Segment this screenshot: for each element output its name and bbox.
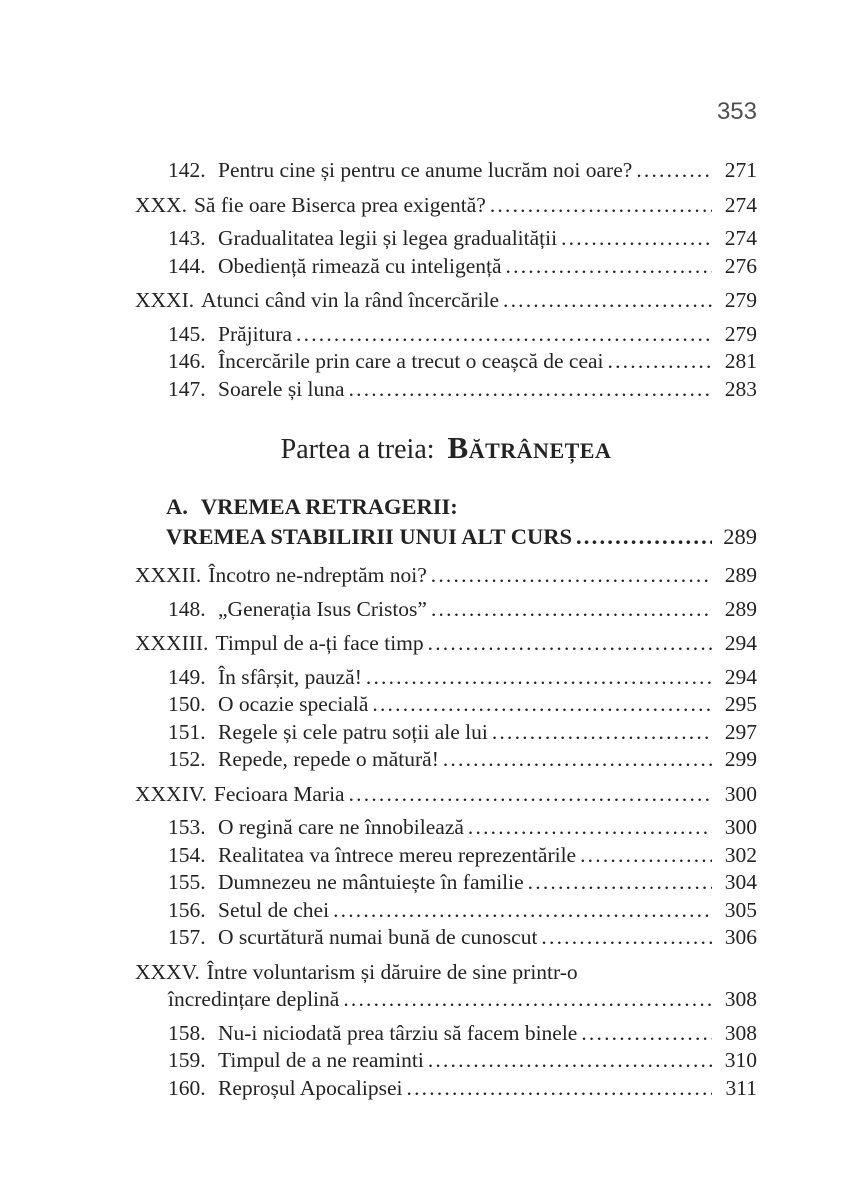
entry-number: 150. (168, 692, 206, 716)
dot-leader (431, 562, 712, 590)
entry-number: 155. (168, 870, 206, 894)
entry-title: Setul de chei (218, 897, 330, 922)
entry-page: 294 (724, 664, 757, 689)
toc-entry (135, 924, 757, 952)
toc-entry (135, 596, 757, 624)
entry-page: 299 (724, 747, 757, 771)
dot-leader (428, 630, 712, 658)
dot-leader (366, 664, 712, 692)
entry-page: 304 (724, 870, 757, 894)
dot-leader (296, 321, 712, 349)
entry-page: 297 (724, 719, 757, 744)
entry-title: Prăjitura (218, 321, 293, 346)
toc-entry (135, 287, 757, 315)
entry-title: Să fie oare Biserca prea exigentă? (193, 192, 486, 217)
entry-number: 146. (168, 349, 206, 373)
entry-page: 279 (724, 321, 757, 346)
entry-title: Fecioara Maria (213, 781, 345, 806)
entry-title: Dumnezeu ne mântuiește în familie (218, 870, 524, 894)
entry-number: 160. (168, 1075, 206, 1100)
entry-title: Regele și cele patru soții ale lui (218, 719, 488, 744)
toc-entry (135, 321, 757, 349)
entry-number: 151. (168, 719, 206, 744)
entry-page: 283 (724, 376, 757, 401)
entry-title: Soarele și luna (218, 376, 345, 401)
part-heading (135, 430, 757, 468)
entry-number: 148. (168, 596, 206, 621)
dot-leader (506, 253, 712, 281)
dot-leader (503, 287, 712, 315)
entry-number: 156. (168, 897, 206, 922)
entry-page: 308 (724, 1020, 757, 1045)
section-heading-line1 (135, 492, 757, 522)
dot-leader (528, 869, 712, 897)
entry-page: 311 (725, 1075, 757, 1100)
toc-entry (135, 225, 757, 253)
toc-entry (135, 781, 757, 809)
dot-leader (343, 986, 712, 1014)
entry-title: O regină care ne înnobilează (218, 815, 464, 839)
entry-page: 300 (724, 815, 757, 839)
dot-leader (349, 781, 712, 809)
entry-page: 294 (724, 631, 757, 655)
entry-title: Gradualitatea legii și legea gradualității (218, 226, 558, 250)
dot-leader (608, 348, 712, 376)
entry-title: Reproșul Apocalipsei (218, 1075, 403, 1100)
dot-leader (541, 924, 712, 952)
dot-leader (349, 376, 712, 404)
entry-title: O ocazie specială (218, 692, 369, 716)
dot-leader (580, 842, 712, 870)
entry-number: XXXIII. (135, 631, 209, 655)
entry-page: 310 (724, 1048, 757, 1072)
entry-number: XXXI. (135, 288, 195, 312)
dot-leader (431, 596, 712, 624)
entry-title: Timpul de a ne reaminti (218, 1048, 424, 1072)
toc-entry (135, 746, 757, 774)
dot-leader (636, 157, 712, 185)
dot-leader (576, 522, 712, 552)
entry-title: O scurtătură numai bună de cunoscut (218, 925, 538, 949)
section-title-line2: VREMEA STABILIRII UNUI ALT CURS (166, 524, 572, 549)
entry-number: XXXII. (135, 563, 202, 587)
toc-entry (135, 959, 757, 1014)
entry-page: 271 (724, 158, 757, 182)
toc-entry (135, 192, 757, 220)
entry-page: 289 (724, 563, 757, 587)
entry-number: 154. (168, 842, 206, 867)
part-prefix: Partea a treia: (280, 434, 435, 465)
entry-number: 147. (168, 376, 206, 401)
entry-title: „Generația Isus Cristos” (218, 596, 427, 621)
entry-page: 289 (724, 596, 757, 621)
toc-entry (135, 897, 757, 925)
entry-page: 306 (724, 925, 757, 949)
dot-leader (407, 1075, 712, 1103)
entry-title: În sfârșit, pauză! (218, 664, 362, 689)
toc-entry (135, 1020, 757, 1048)
entry-number: 143. (168, 226, 206, 250)
toc-entry (135, 157, 757, 185)
entry-title: Realitatea va întrece mereu reprezentările (218, 842, 577, 867)
section-heading-line2 (135, 522, 757, 552)
toc-entry (135, 664, 757, 692)
entry-title: Între voluntarism și dăruire de sine printr-o (206, 959, 578, 984)
entry-page: 308 (724, 987, 757, 1011)
entry-line2 (135, 986, 757, 1014)
entry-number: 159. (168, 1048, 206, 1072)
section-heading (135, 492, 757, 552)
dot-leader (561, 225, 712, 253)
table-of-contents (135, 157, 757, 1102)
entry-title: Repede, repede o mătură! (218, 747, 439, 771)
toc-entry (135, 376, 757, 404)
entry-number: 149. (168, 664, 206, 689)
entry-title: Pentru cine și pentru ce anume lucrăm noi oare? (218, 158, 633, 182)
toc-entry (135, 348, 757, 376)
entry-page: 300 (724, 781, 757, 806)
toc-entry (135, 814, 757, 842)
dot-leader (443, 746, 712, 774)
toc-entry (135, 719, 757, 747)
entry-title: Atunci când vin la rând încercările (201, 288, 499, 312)
entry-page: 276 (724, 253, 757, 278)
toc-entry (135, 869, 757, 897)
dot-leader (581, 1020, 712, 1048)
entry-title: Timpul de a-ți face timp (215, 631, 424, 655)
entry-title: Nu-i niciodată prea târziu să facem binele (218, 1020, 578, 1045)
part-title: Bătrânețea (447, 430, 612, 465)
entry-number: 153. (168, 815, 206, 839)
entry-page: 281 (724, 349, 757, 373)
entry-number: 144. (168, 253, 206, 278)
dot-leader (490, 192, 712, 220)
toc-entry (135, 630, 757, 658)
entry-number: XXX. (135, 192, 187, 217)
dot-leader (468, 814, 712, 842)
entry-number: 145. (168, 321, 206, 346)
entry-page: 295 (724, 692, 757, 716)
entry-number: 142. (168, 158, 206, 182)
entry-line1 (135, 959, 757, 987)
entry-number: 152. (168, 747, 206, 771)
entry-number: XXXIV. (135, 781, 207, 806)
entry-number: XXXV. (135, 959, 200, 984)
entry-number: 157. (168, 925, 206, 949)
entry-title: Încotro ne-ndreptăm noi? (208, 563, 427, 587)
toc-entry (135, 1047, 757, 1075)
section-page: 289 (723, 524, 757, 549)
entry-page: 305 (724, 897, 757, 922)
section-title-line1: VREMEA RETRAGERII: (200, 494, 458, 519)
entry-title: Încercările prin care a trecut o ceașcă de ceai (218, 349, 604, 373)
toc-entry (135, 842, 757, 870)
entry-number: 158. (168, 1020, 206, 1045)
section-label: A. (166, 494, 188, 519)
entry-page: 279 (724, 288, 757, 312)
toc-entry (135, 253, 757, 281)
dot-leader (372, 691, 712, 719)
toc-entry (135, 1075, 757, 1103)
entry-page: 302 (724, 842, 757, 867)
entry-title-continued: încredințare deplină (168, 987, 340, 1011)
toc-entry (135, 691, 757, 719)
dot-leader (333, 897, 712, 925)
entry-page: 274 (724, 226, 757, 250)
dot-leader (492, 719, 712, 747)
page-number: 353 (716, 98, 757, 125)
dot-leader (428, 1047, 712, 1075)
toc-entry (135, 562, 757, 590)
entry-page: 274 (724, 192, 757, 217)
entry-title: Obediență rimează cu inteligență (218, 253, 502, 278)
